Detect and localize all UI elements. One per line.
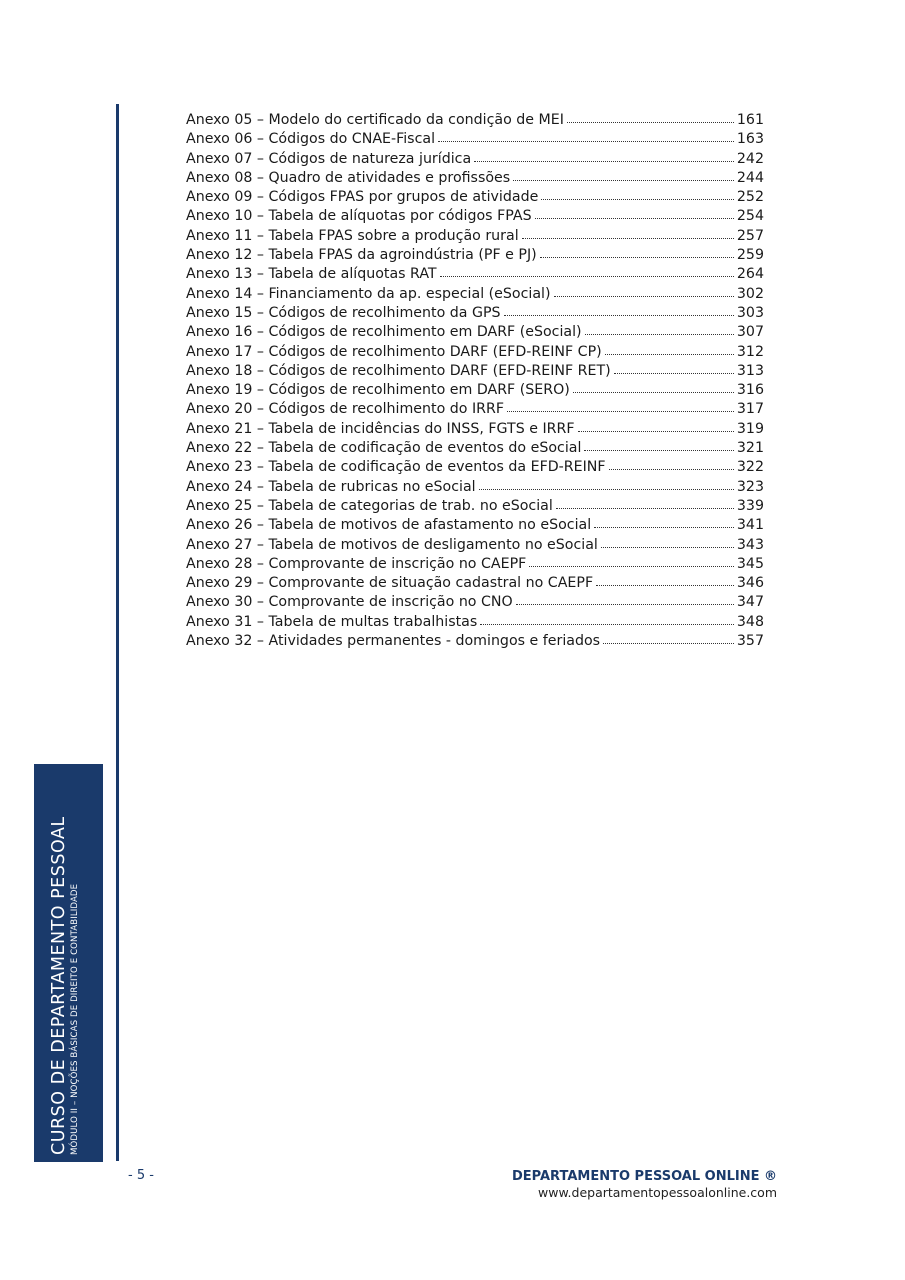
toc-entry-page: 242	[736, 150, 764, 167]
toc-entry[interactable]	[186, 516, 764, 535]
toc-entry-title: Anexo 07 – Códigos de natureza jurídica	[186, 150, 472, 167]
toc-entry[interactable]	[186, 458, 764, 477]
toc-entry[interactable]	[186, 227, 764, 246]
toc-dot-leader	[584, 438, 734, 451]
toc-entry[interactable]	[186, 265, 764, 284]
toc-entry-page: 312	[736, 343, 764, 360]
toc-entry-page: 317	[736, 401, 764, 418]
toc-entry[interactable]	[186, 632, 764, 651]
toc-entry-title: Anexo 19 – Códigos de recolhimento em DARF (SERO)	[186, 382, 570, 399]
toc-entry-page: 313	[736, 362, 764, 379]
toc-entry[interactable]	[186, 207, 764, 226]
toc-entry-title: Anexo 28 – Comprovante de inscrição no CAEPF	[186, 555, 527, 572]
toc-dot-leader	[522, 226, 734, 239]
toc-entry-page: 357	[736, 633, 764, 650]
toc-entry-title: Anexo 17 – Códigos de recolhimento DARF (EFD-REINF CP)	[186, 343, 602, 360]
toc-entry[interactable]	[186, 150, 764, 169]
toc-dot-leader	[573, 380, 734, 393]
toc-entry-title: Anexo 26 – Tabela de motivos de afastamento no eSocial	[186, 517, 592, 534]
toc-entry-page: 163	[736, 131, 764, 148]
sidebar-text-container	[34, 764, 103, 1162]
toc-entry-page: 257	[736, 227, 764, 244]
vertical-rule	[116, 104, 119, 1161]
toc-entry-page: 348	[736, 613, 764, 630]
toc-entry[interactable]	[186, 574, 764, 593]
toc-dot-leader	[594, 515, 734, 528]
toc-dot-leader	[567, 110, 734, 123]
toc-entry-page: 307	[736, 324, 764, 341]
toc-entry-page: 343	[736, 536, 764, 553]
toc-entry-page: 303	[736, 304, 764, 321]
toc-entry[interactable]	[186, 111, 764, 130]
toc-entry-page: 322	[736, 459, 764, 476]
footer	[512, 1168, 777, 1200]
toc-entry-title: Anexo 29 – Comprovante de situação cadastral no CAEPF	[186, 575, 594, 592]
toc-entry-page: 316	[736, 382, 764, 399]
toc-entry[interactable]	[186, 285, 764, 304]
toc-dot-leader	[513, 168, 734, 181]
toc-entry-page: 347	[736, 594, 764, 611]
toc-entry-title: Anexo 11 – Tabela FPAS sobre a produção rural	[186, 227, 519, 244]
toc-entry-page: 321	[736, 440, 764, 457]
toc-dot-leader	[507, 399, 734, 412]
toc-entry-page: 319	[736, 420, 764, 437]
toc-dot-leader	[578, 419, 734, 432]
toc-entry-page: 254	[736, 208, 764, 225]
toc-entry-title: Anexo 15 – Códigos de recolhimento da GPS	[186, 304, 501, 321]
toc-entry-title: Anexo 18 – Códigos de recolhimento DARF (EFD-REINF RET)	[186, 362, 611, 379]
toc-dot-leader	[540, 245, 734, 258]
footer-brand: DEPARTAMENTO PESSOAL ONLINE ®	[511, 1169, 777, 1184]
toc-entry[interactable]	[186, 439, 764, 458]
toc-dot-leader	[601, 535, 734, 548]
course-title: CURSO DE DEPARTAMENTO PESSOAL	[48, 816, 69, 1155]
toc-entry[interactable]	[186, 613, 764, 632]
toc-entry-title: Anexo 13 – Tabela de alíquotas RAT	[186, 266, 437, 283]
toc-entry-title: Anexo 10 – Tabela de alíquotas por códigos FPAS	[186, 208, 532, 225]
toc-dot-leader	[440, 264, 734, 277]
toc-entry[interactable]	[186, 362, 764, 381]
toc-entry-page: 244	[736, 169, 764, 186]
toc-dot-leader	[480, 612, 734, 625]
toc-entry-page: 345	[736, 555, 764, 572]
toc-dot-leader	[474, 149, 734, 162]
toc-entry[interactable]	[186, 593, 764, 612]
toc-entry-title: Anexo 21 – Tabela de incidências do INSS, FGTS e IRRF	[186, 420, 575, 437]
toc-entry-page: 302	[736, 285, 764, 302]
toc-entry[interactable]	[186, 400, 764, 419]
toc-entry-title: Anexo 25 – Tabela de categorias de trab. no eSocial	[186, 497, 553, 514]
toc-entry-title: Anexo 05 – Modelo do certificado da condição de MEI	[186, 112, 564, 128]
toc-dot-leader	[556, 496, 734, 509]
toc-entry[interactable]	[186, 343, 764, 362]
toc-dot-leader	[438, 129, 734, 142]
toc-entry-title: Anexo 23 – Tabela de codificação de eventos da EFD-REINF	[186, 459, 606, 476]
toc-dot-leader	[605, 342, 734, 355]
toc-entry-title: Anexo 20 – Códigos de recolhimento do IRRF	[186, 401, 505, 418]
toc-entry-title: Anexo 12 – Tabela FPAS da agroindústria (PF e PJ)	[186, 247, 537, 264]
toc-entry[interactable]	[186, 536, 764, 555]
toc-entry[interactable]	[186, 304, 764, 323]
toc-entry-page: 341	[736, 517, 764, 534]
toc-entry-page: 339	[736, 497, 764, 514]
toc-entry-title: Anexo 31 – Tabela de multas trabalhistas	[186, 613, 478, 630]
toc-dot-leader	[585, 322, 734, 335]
toc-entry-page: 264	[736, 266, 764, 283]
page-number: - 5 -	[128, 1168, 154, 1183]
toc-entry[interactable]	[186, 130, 764, 149]
toc-dot-leader	[504, 303, 734, 316]
toc-entry[interactable]	[186, 188, 764, 207]
toc-entry[interactable]	[186, 497, 764, 516]
toc-entry-title: Anexo 22 – Tabela de codificação de eventos do eSocial	[186, 440, 582, 457]
toc-entry-page: 252	[736, 189, 764, 206]
toc-dot-leader	[603, 631, 734, 644]
toc-dot-leader	[479, 477, 734, 490]
toc-entry-title: Anexo 27 – Tabela de motivos de desligamento no eSocial	[186, 536, 598, 553]
toc-entry[interactable]	[186, 478, 764, 497]
toc-dot-leader	[529, 554, 734, 567]
toc-entry-title: Anexo 06 – Códigos do CNAE-Fiscal	[186, 131, 436, 148]
toc-entry-page: 259	[736, 247, 764, 264]
toc-entry-title: Anexo 24 – Tabela de rubricas no eSocial	[186, 478, 476, 495]
toc-entry[interactable]	[186, 323, 764, 342]
toc-entry-title: Anexo 16 – Códigos de recolhimento em DARF (eSocial)	[186, 324, 582, 341]
toc-dot-leader	[554, 284, 734, 297]
toc-dot-leader	[614, 361, 734, 374]
table-of-contents	[186, 111, 764, 651]
toc-entry-title: Anexo 08 – Quadro de atividades e profissões	[186, 169, 511, 186]
toc-entry[interactable]	[186, 381, 764, 400]
toc-entry[interactable]	[186, 420, 764, 439]
toc-entry-title: Anexo 09 – Códigos FPAS por grupos de atividade	[186, 189, 539, 206]
toc-entry-title: Anexo 32 – Atividades permanentes - domingos e feriados	[186, 633, 601, 650]
toc-entry-page: 161	[736, 112, 764, 128]
module-subtitle: MÓDULO II – NOÇÕES BÁSICAS DE DIREITO E CONTABILIDADE	[69, 883, 80, 1155]
footer-url[interactable]: www.departamentopessoalonline.com	[538, 1185, 777, 1200]
sidebar-rotated-text	[49, 767, 89, 1159]
toc-entry-title: Anexo 14 – Financiamento da ap. especial (eSocial)	[186, 285, 551, 302]
toc-entry[interactable]	[186, 246, 764, 265]
toc-entry[interactable]	[186, 169, 764, 188]
toc-dot-leader	[516, 592, 734, 605]
toc-entry-title: Anexo 30 – Comprovante de inscrição no CNO	[186, 594, 513, 611]
toc-dot-leader	[596, 573, 734, 586]
toc-entry-page: 323	[736, 478, 764, 495]
toc-dot-leader	[541, 187, 734, 200]
toc-dot-leader	[609, 457, 734, 470]
toc-entry-page: 346	[736, 575, 764, 592]
toc-entry[interactable]	[186, 555, 764, 574]
toc-dot-leader	[535, 206, 734, 219]
